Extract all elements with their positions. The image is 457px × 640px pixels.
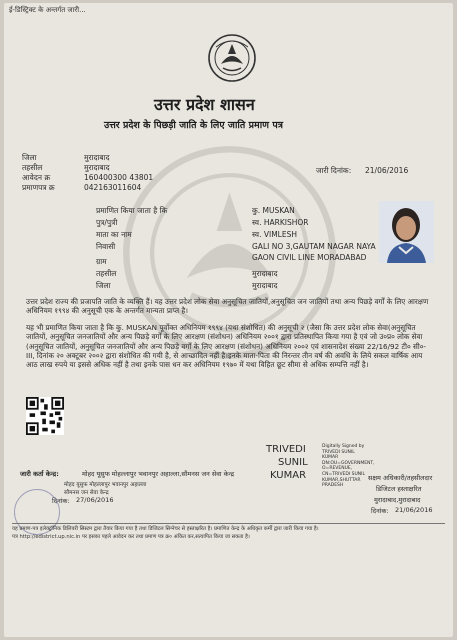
footer-divider (12, 523, 445, 524)
certificate-subtitle: उत्तर प्रदेश के पिछड़ी जाति के लिए जाति प्रमाण पत्र (104, 120, 283, 131)
mother-label: माता का नाम (96, 230, 132, 239)
issue-date-value: 21/06/2016 (365, 166, 409, 175)
holder-photo (379, 201, 434, 263)
certificate-no-value: 042163011604 (84, 183, 142, 192)
tehsil-value: मुरादाबाद (84, 163, 110, 172)
certificate-page (4, 3, 453, 637)
father-name: स्व. HARKISHOR (252, 218, 309, 227)
district-label: जिला (22, 153, 37, 162)
certify-intro: प्रमाणित किया जाता है कि (96, 206, 168, 215)
address-line-2: GAON CIVIL LINE MORADABAD (252, 253, 367, 262)
signer-name-2: SUNIL (278, 457, 308, 468)
address-label: निवासी (96, 242, 116, 251)
authority-line-3: मुरादाबाद,मुरादाबाद (374, 496, 421, 504)
application-no-label: आवेदन क्र (22, 173, 51, 182)
issue-date-label: जारी दिनांक: (316, 166, 352, 175)
address-line-1: GALI NO 3,GAUTAM NAGAR NAYA (252, 242, 376, 251)
certificate-no-label: प्रमाणपत्र क्र (22, 183, 55, 192)
footer-line-2: पत्र http://edistrict.up.nic.in पर इसका पहले आवेदन कर तथा प्रमाण पत्र क्र० अंकित कर,सत्यापित किया जा सकता है। (12, 534, 250, 540)
detail-tehsil-label: तहसील (96, 269, 117, 278)
issuer-line-2: मोहद यूसुफ मोहल्लापुर भवानपुर अहाल्ला (64, 482, 147, 488)
issuer-line-3: सौमनस जन सेवा केन्द्र (64, 490, 109, 496)
footer-note (12, 525, 452, 541)
top-note: ई-डिस्ट्रिक्ट के अन्तर्गत जारी... (9, 6, 86, 14)
certificate-title: उत्तर प्रदेश शासन (154, 95, 255, 114)
up-government-emblem (206, 33, 258, 83)
issuer-line-1: मोहद यूसुफ मोहल्लापुर भवानपुर अहाल्ला,सौमनस जन सेवा केन्द्र (82, 470, 235, 478)
holder-name: कु. MUSKAN (252, 206, 295, 215)
district-value: मुरादाबाद (84, 153, 110, 162)
income-statement: यह भी प्रमाणित किया जाता है कि कु. MUSKAN पूर्वोक्त अधिनियम १९९४ (यथा संशोधित) की अनुसूची २ (जैसा कि उत्तर प्रदेश लोक सेवा(अनुसूचित जातियों, अनुसूचित जनजातियों और अन्य पिछड़े वर्गों के लिए आरक्षण (संशोधन) अधिनियम २००१ द्वारा प्रतिस्थापित किया गया है एवं जो उ०प्र० लोक सेवा (अनुसूचित जातियों, अनुसूचित जनजातियों और अन्य पिछड़े वर्गों के लिए आरक्षण (संशोधन) अधिनियम २००२ एवं शासनादेश संख्या 22/16/92 टी० सी०-III, दिनांक २० अक्टूबर २००२ द्वारा संशोधित की गयी है, से आच्छादित नहीं है।इनके माता-पिता की निरन्तर तीन वर्ष की अवधि के लिये सकल वार्षिक आय आठ लाख रुपये या इससे अधिक नहीं है तथा इनके पास धन कर अधिनियम १९७० में यथा विहित छूट सीमा से अधिक सम्पत्ति नहीं है। (26, 323, 427, 370)
authority-date: 21/06/2016 (395, 506, 433, 514)
father-label: पुत्र/पुत्री (96, 218, 118, 227)
tehsil-label: तहसील (22, 163, 43, 172)
detail-district-value: मुरादाबाद (252, 281, 278, 290)
detail-tehsil-value: मुरादाबाद (252, 269, 278, 278)
detail-district-label: जिला (96, 281, 111, 290)
authority-line-1: सक्षम अधिकारी/तहसीलदार (368, 474, 433, 482)
verification-qr-code (26, 397, 64, 435)
authority-line-2: डिजिटल हस्ताक्षरित (376, 485, 422, 493)
signer-name-3: KUMAR (270, 470, 307, 481)
mother-name: स्व. VIMLESH (252, 230, 297, 239)
application-no-value: 160400300 43801 (84, 173, 154, 182)
signer-name-1: TRIVEDI (266, 444, 306, 455)
village-label: ग्राम (96, 257, 107, 266)
issuer-label: जारी कर्ता केन्द्र: (20, 470, 59, 478)
digital-signature-details: Digitally Signed by TRIVEDI SUNIL KUMAR DN:OU=GOVERNMENT, O=REVENUE, CN=TRIVEDI SUNIL KUMAR,SHUTTAR PRADESH (322, 444, 375, 489)
authority-date-label: दिनांक: (371, 507, 389, 515)
footer-line-1: यह प्रमाण-पत्र इलेक्ट्रॉनिक डिलिवरी सिस्टम द्वारा तैयार किया गया है तथा डिजिटल सिग्नेचर से हस्ताक्षरित है। प्रमाणित केन्द्र के अधिकृत कर्मी द्वारा जारी किया गया है। (12, 526, 319, 532)
issuer-date: 27/06/2016 (76, 496, 114, 504)
issuer-date-label: दिनांक: (52, 497, 70, 505)
caste-statement: उत्तर प्रदेश राज्य की प्रजापति जाति के व्यक्ति हैं। यह उत्तर प्रदेश लोक सेवा अनुसूचित जातियों,अनुसूचित जन जातियों तथा अन्य पिछड़े वर्गों के लिए आरक्षण अधिनियम १९९४ की अनुसूची एक के अन्तर्गत मान्यता प्राप्त है। (26, 297, 429, 316)
